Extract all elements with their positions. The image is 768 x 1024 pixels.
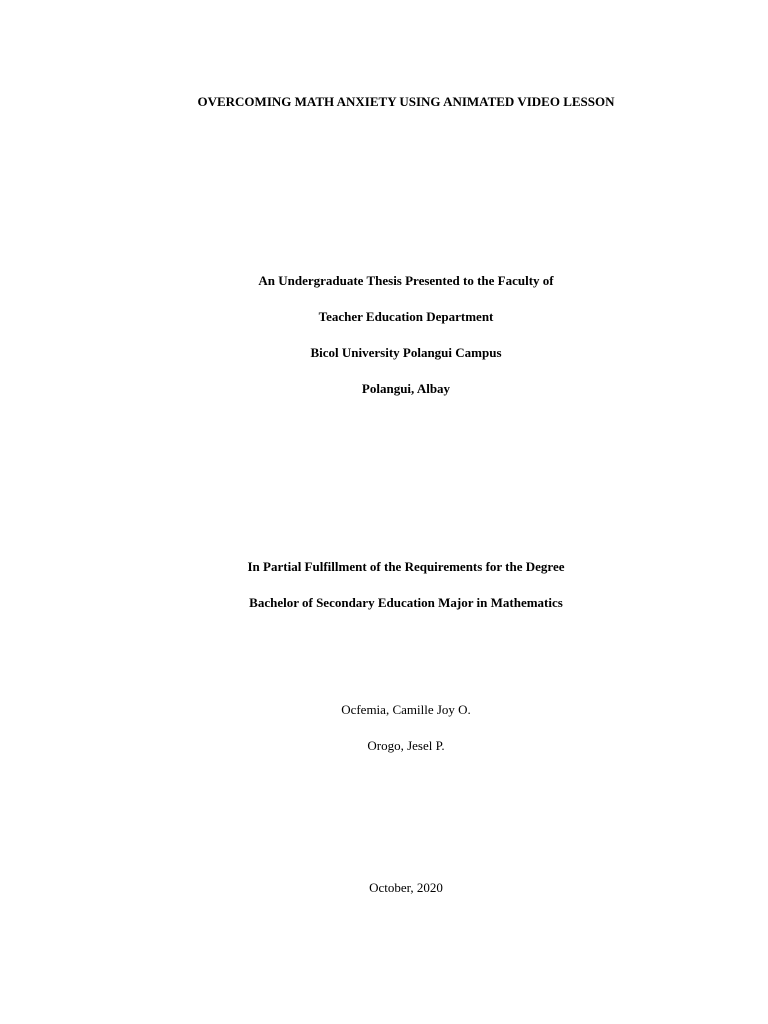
author-name: Ocfemia, Camille Joy O. <box>341 702 471 717</box>
degree-name: Bachelor of Secondary Education Major in Mathematics <box>249 595 563 610</box>
university-location: Polangui, Albay <box>361 381 451 396</box>
thesis-title: OVERCOMING MATH ANXIETY USING ANIMATED VIDEO LESSON <box>197 94 615 109</box>
submission-date: October, 2020 <box>369 880 443 895</box>
presentation-statement: An Undergraduate Thesis Presented to the Faculty of <box>258 273 554 288</box>
department-name: Teacher Education Department <box>318 309 494 324</box>
university-name: Bicol University Polangui Campus <box>310 345 502 360</box>
author-name: Orogo, Jesel P. <box>367 738 445 753</box>
fulfillment-statement: In Partial Fulfillment of the Requirements for the Degree <box>247 559 565 574</box>
